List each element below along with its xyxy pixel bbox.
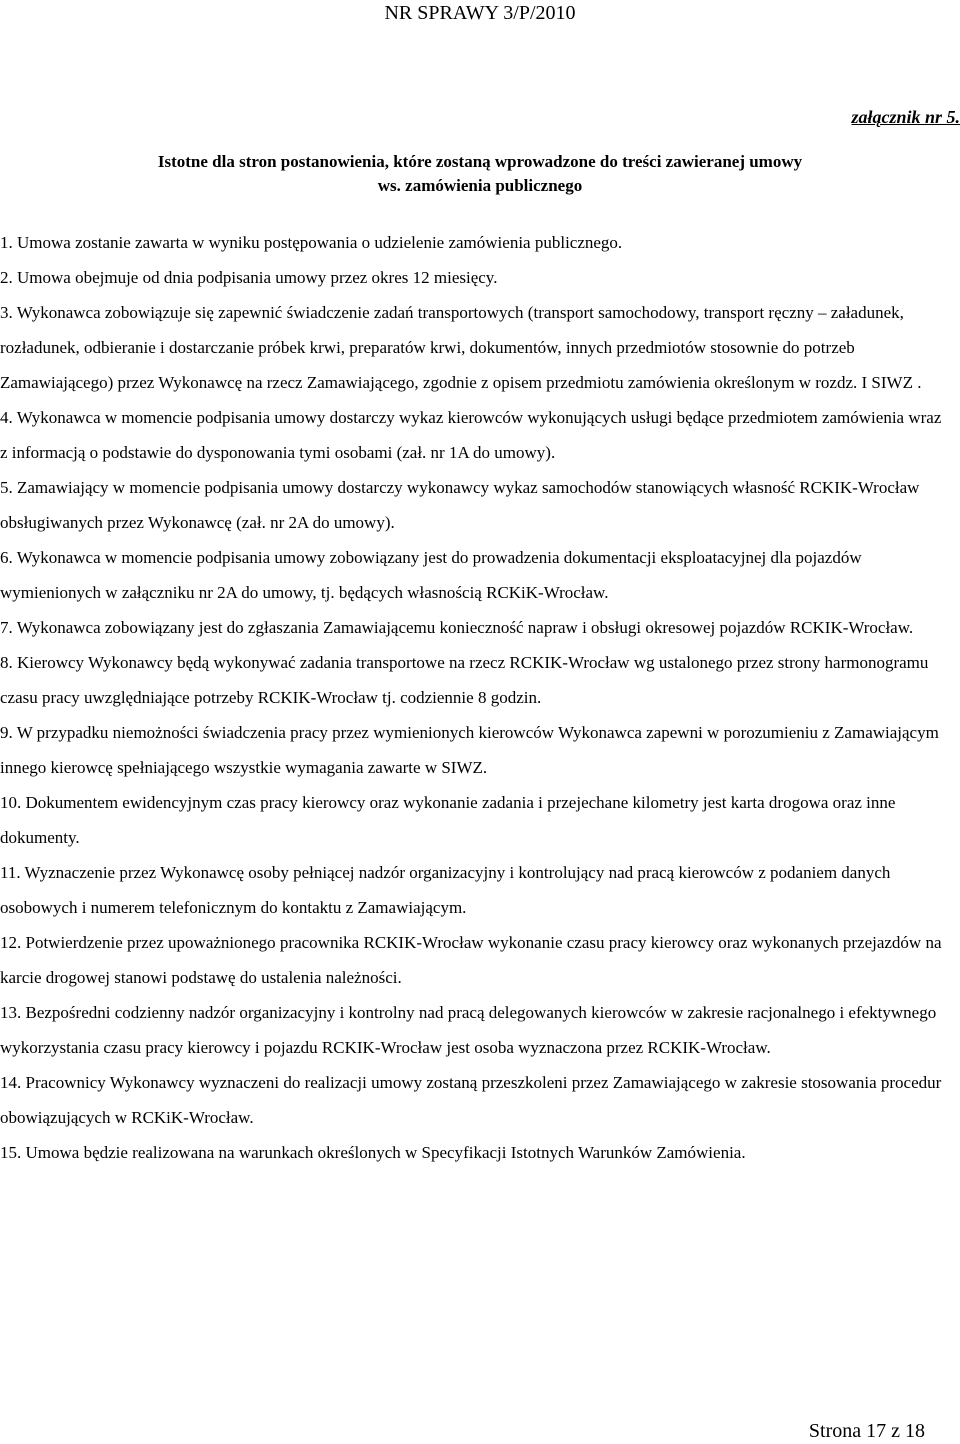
page-footer-page-number: Strona 17 z 18 <box>808 1420 925 1442</box>
provision-item-9: 9. W przypadku niemożności świadczenia pracy przez wymienionych kierowców Wykonawca zapewni w porozumieniu z Zamawiającym innego kierowcę spełniającego wszystkie wymagania zawarte w SIWZ. <box>0 723 939 777</box>
provision-item-2: 2. Umowa obejmuje od dnia podpisania umowy przez okres 12 miesięcy. <box>0 268 498 287</box>
provision-item-3: 3. Wykonawca zobowiązuje się zapewnić świadczenie zadań transportowych (transport samochodowy, transport ręczny – załadunek, rozładunek, odbieranie i dostarczanie próbek krwi, preparatów krwi, dokumentów, innych przedmiotów stosownie do potrzeb Zamawiającego) przez Wykonawcę na rzecz Zamawiającego, zgodnie z opisem przedmiotu zamówienia określonym w rozdz. I SIWZ . <box>0 303 922 392</box>
document-title-line-2: ws. zamówienia publicznego <box>377 176 583 195</box>
page-header-case-number: NR SPRAWY 3/P/2010 <box>384 2 576 24</box>
attachment-label: załącznik nr 5. <box>851 107 960 127</box>
provision-item-12: 12. Potwierdzenie przez upoważnionego pracownika RCKIK-Wrocław wykonanie czasu pracy kierowcy oraz wykonanych przejazdów na karcie drogowej stanowi podstawę do ustalenia należności. <box>0 933 942 987</box>
provision-item-14: 14. Pracownicy Wykonawcy wyznaczeni do realizacji umowy zostaną przeszkoleni przez Zamawiającego w zakresie stosowania procedur obowiązujących w RCKiK-Wrocław. <box>0 1073 942 1127</box>
document-title <box>0 150 960 198</box>
document-title-line-1: Istotne dla stron postanowienia, które zostaną wprowadzone do treści zawieranej umowy <box>157 152 803 171</box>
provision-item-4: 4. Wykonawca w momencie podpisania umowy dostarczy wykaz kierowców wykonujących usługi będące przedmiotem zamówienia wraz z informacją o podstawie do dysponowania tymi osobami (zał. nr 1A do umowy). <box>0 408 942 462</box>
provision-item-5: 5. Zamawiający w momencie podpisania umowy dostarczy wykonawcy wykaz samochodów stanowiących własność RCKIK-Wrocław obsługiwanych przez Wykonawcę (zał. nr 2A do umowy). <box>0 478 920 532</box>
provision-item-10: 10. Dokumentem ewidencyjnym czas pracy kierowcy oraz wykonanie zadania i przejechane kilometry jest karta drogowa oraz inne dokumenty. <box>0 793 896 847</box>
provisions-list <box>0 225 948 1170</box>
provision-item-15: 15. Umowa będzie realizowana na warunkach określonych w Specyfikacji Istotnych Warunków Zamówienia. <box>0 1143 746 1162</box>
provision-item-1: 1. Umowa zostanie zawarta w wyniku postępowania o udzielenie zamówienia publicznego. <box>0 233 623 252</box>
provision-item-6: 6. Wykonawca w momencie podpisania umowy zobowiązany jest do prowadzenia dokumentacji eksploatacyjnej dla pojazdów wymienionych w załączniku nr 2A do umowy, tj. będących własnością RCKiK-Wrocław. <box>0 548 862 602</box>
provision-item-13: 13. Bezpośredni codzienny nadzór organizacyjny i kontrolny nad pracą delegowanych kierowców w zakresie racjonalnego i efektywnego wykorzystania czasu pracy kierowcy i pojazdu RCKIK-Wrocław jest osoba wyznaczona przez RCKIK-Wrocław. <box>0 1003 937 1057</box>
provision-item-8: 8. Kierowcy Wykonawcy będą wykonywać zadania transportowe na rzecz RCKIK-Wrocław wg ustalonego przez strony harmonogramu czasu pracy uwzględniające potrzeby RCKIK-Wrocław tj. codziennie 8 godzin. <box>0 653 929 707</box>
provision-item-7: 7. Wykonawca zobowiązany jest do zgłaszania Zamawiającemu konieczność napraw i obsługi okresowej pojazdów RCKIK-Wrocław. <box>0 618 914 637</box>
provision-item-11: 11. Wyznaczenie przez Wykonawcę osoby pełniącej nadzór organizacyjny i kontrolujący nad pracą kierowców z podaniem danych osobowych i numerem telefonicznym do kontaktu z Zamawiającym. <box>0 863 891 917</box>
